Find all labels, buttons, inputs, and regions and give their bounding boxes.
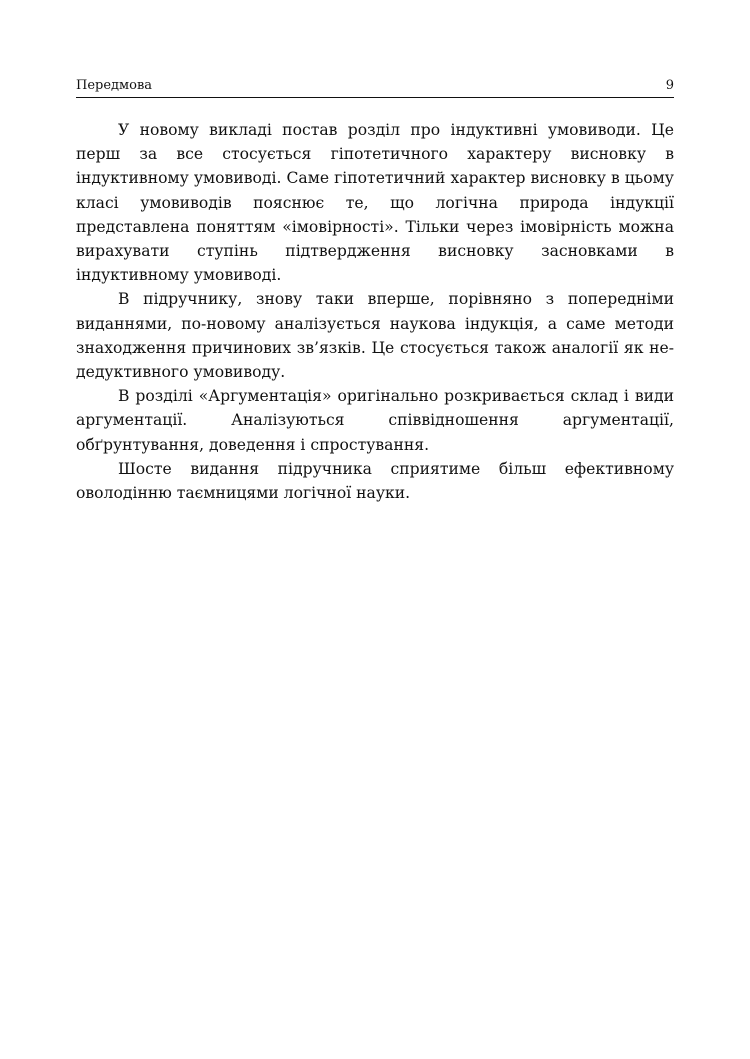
paragraph: У новому викладі постав розділ про індуктивні умовиводи. Це перш за все стосується гіпотетичного характеру висновку в індуктивному умовиводі. Саме гіпотетичний характер висновку в цьому класі умовиводів пояснює те, що логічна природа індукції представлена поняттям «імовірності». Тільки через імовірність можна вирахувати ступінь підтвердження висновку засновками в індуктивному умовиводі. (76, 121, 674, 285)
paragraph: Шосте видання підручника сприятиме більш ефективному оволодінню таємницями логічної науки. (76, 459, 674, 503)
page-number: 9 (665, 78, 674, 93)
paragraph: В розділі «Аргументація» оригінально розкривається склад і види аргументації. Аналізуються співвідношення аргументації, обґрунтування, доведення і спростування. (76, 387, 674, 454)
document-page (76, 78, 674, 505)
body-text (76, 118, 674, 505)
header-section-title: Передмова (76, 78, 153, 93)
paragraph: В підручнику, знову таки вперше, порівняно з попередніми виданнями, по-новому аналізується наукова індукція, а саме методи знаходження причинових зв’язків. Це стосується також аналогії як не-дедуктивного умовиводу. (76, 290, 674, 382)
running-header (76, 78, 674, 98)
